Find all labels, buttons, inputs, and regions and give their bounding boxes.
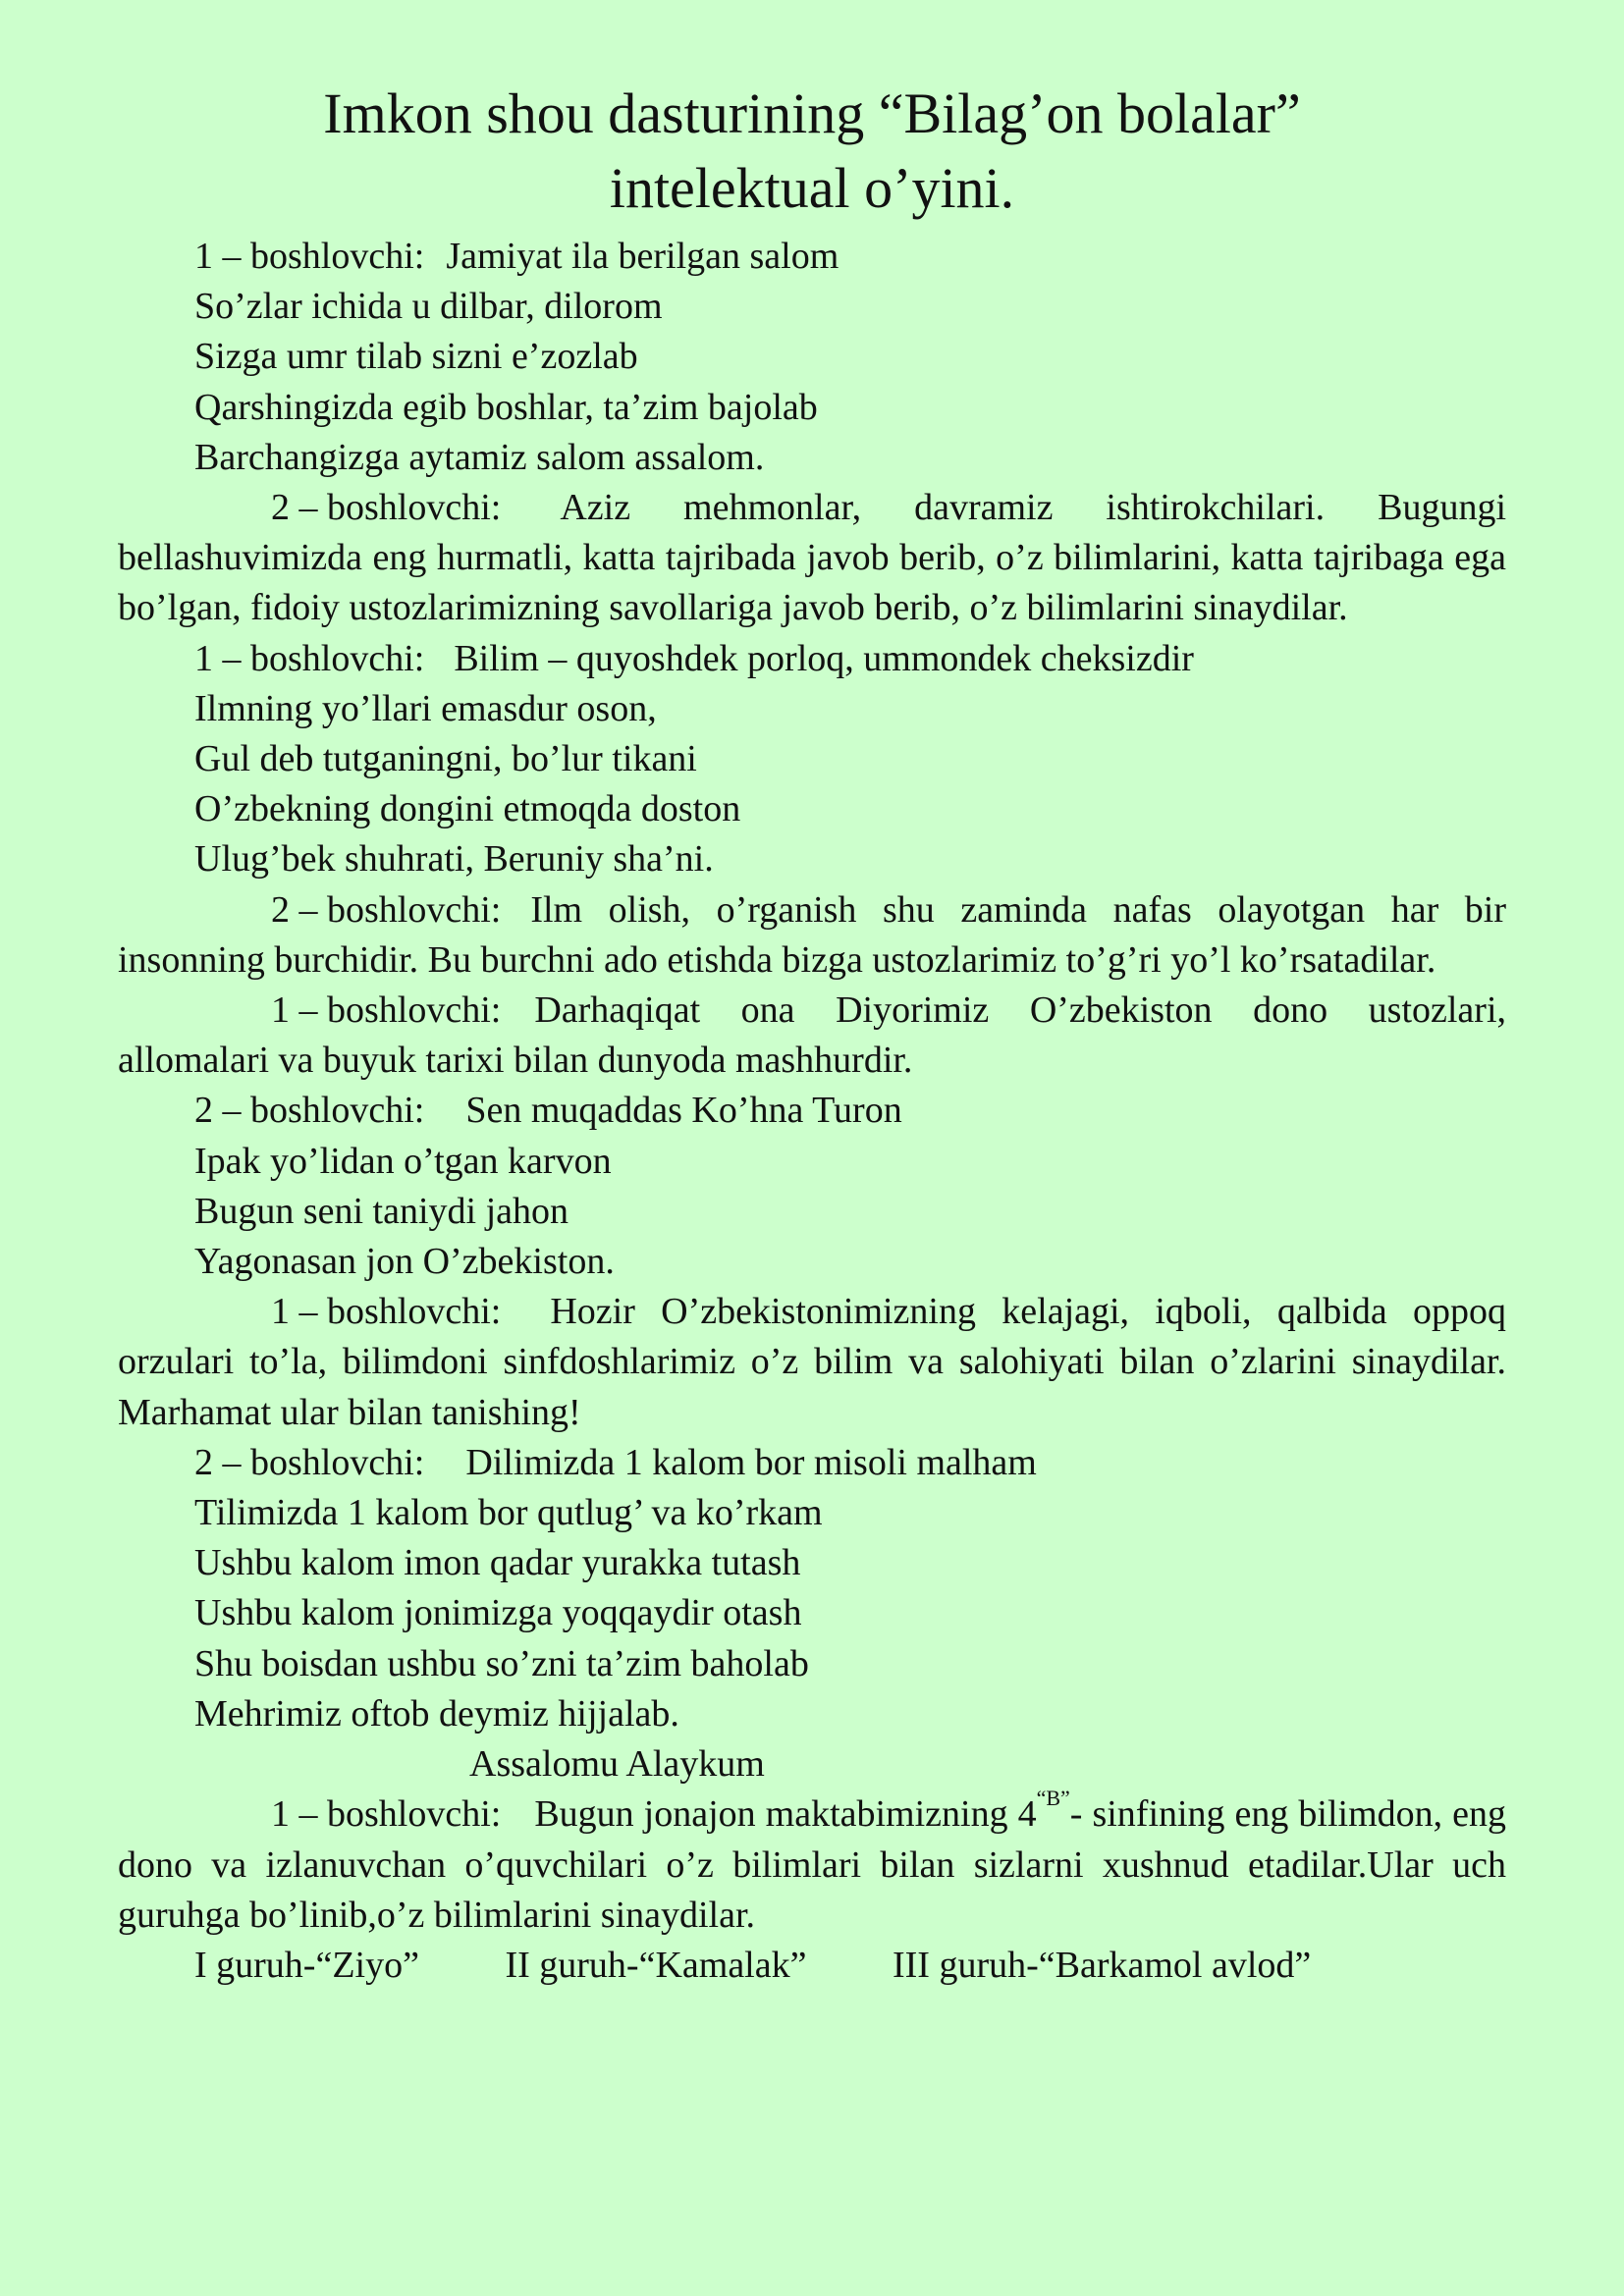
verse-line: Ipak yo’lidan o’tgan karvon bbox=[194, 1140, 612, 1182]
speaker-label: 2 – boshlovchi: bbox=[271, 487, 502, 529]
verse-line: Tilimizda 1 kalom bor qutlug’ va ko’rkam bbox=[194, 1492, 823, 1534]
verse-line: Qarshingizda egib boshlar, ta’zim bajolab bbox=[194, 386, 818, 428]
verse-line bbox=[118, 1438, 1506, 1488]
paragraph-text: Aziz mehmonlar, davramiz ishtirokchilari. Bugungi bellashuvimizda eng hurmatli, katta tajribada javob berib, o’z bilimlarini, katta tajribaga ega bo’lgan, fidoiy ustozlarimizning savollariga javob berib, o’z bilimlarini sinaydilar. bbox=[118, 487, 1506, 629]
verse-line: Mehrimiz oftob deymiz hijjalab. bbox=[194, 1692, 679, 1735]
script-body bbox=[118, 232, 1506, 1991]
group-item: III guruh-“Barkamol avlod” bbox=[892, 1944, 1312, 1986]
title-line-1: Imkon shou dasturining “Bilag’on bolalar” bbox=[323, 81, 1301, 145]
verse-line: Ulug’bek shuhrati, Beruniy sha’ni. bbox=[194, 838, 714, 881]
verse-line: Shu boisdan ushbu so’zni ta’zim baholab bbox=[194, 1642, 809, 1684]
verse-line: Yagonasan jon O’zbekiston. bbox=[194, 1241, 615, 1283]
verse-line: Sizga umr tilab sizni e’zozlab bbox=[194, 336, 638, 378]
verse-line: Ilmning yo’llari emasdur oson, bbox=[194, 687, 657, 729]
verse-text: Jamiyat ila berilgan salom bbox=[446, 236, 839, 277]
greeting-line: Assalomu Alaykum bbox=[469, 1743, 765, 1786]
verse-line: Barchangizga aytamiz salom assalom. bbox=[194, 436, 765, 478]
group-list bbox=[118, 1941, 1506, 1991]
speaker-label: 1 – boshlovchi: bbox=[194, 637, 425, 679]
verse-line bbox=[118, 1086, 1506, 1136]
speaker-label: 1 – boshlovchi: bbox=[271, 1793, 502, 1836]
speaker-label: 1 – boshlovchi: bbox=[194, 236, 425, 277]
group-item: II guruh-“Kamalak” bbox=[505, 1944, 807, 1986]
paragraph-text: Darhaqiqat ona Diyorimiz O’zbekiston dono ustozlari, allomalari va buyuk tarixi bilan dunyoda mashhurdir. bbox=[118, 989, 1506, 1082]
group-item: I guruh-“Ziyo” bbox=[194, 1944, 419, 1986]
verse-line bbox=[118, 232, 1506, 282]
verse-line: So’zlar ichida u dilbar, dilorom bbox=[194, 286, 663, 328]
title-line-2: intelektual o’yini. bbox=[609, 156, 1015, 220]
verse-line bbox=[118, 634, 1506, 684]
verse-text: Dilimizda 1 kalom bor misoli malham bbox=[465, 1441, 1037, 1483]
paragraph bbox=[118, 1785, 1507, 1941]
paragraph bbox=[118, 483, 1506, 634]
paragraph bbox=[118, 885, 1506, 986]
speaker-label: 1 – boshlovchi: bbox=[271, 989, 502, 1032]
speaker-label: 1 – boshlovchi: bbox=[271, 1291, 502, 1333]
class-grade-letter: “B” bbox=[1036, 1785, 1070, 1810]
verse-text: Bilim – quyoshdek porloq, ummondek cheksizdir bbox=[454, 637, 1194, 679]
speaker-label: 2 – boshlovchi: bbox=[194, 1441, 425, 1483]
speaker-label: 2 – boshlovchi: bbox=[271, 888, 502, 931]
verse-line: Bugun seni taniydi jahon bbox=[194, 1190, 569, 1232]
verse-line: Ushbu kalom jonimizga yoqqaydir otash bbox=[194, 1592, 802, 1634]
paragraph bbox=[118, 986, 1506, 1086]
paragraph-text-start: Bugun jonajon maktabimizning 4 bbox=[534, 1793, 1037, 1836]
paragraph-text-end: - sinfining eng bilimdon, eng dono va izlanuvchan o’quvchilari o’z bilimlari bilan sizlarni xushnud etadilar.Ular uch guruhga bo’linib,o’z bilimlarini sinaydilar. bbox=[118, 1793, 1507, 1936]
verse-line: Ushbu kalom imon qadar yurakka tutash bbox=[194, 1542, 801, 1584]
verse-line: Gul deb tutganingni, bo’lur tikani bbox=[194, 738, 697, 780]
paragraph-text: Hozir O’zbekistonimizning kelajagi, iqboli, qalbida oppoq orzulari to’la, bilimdoni sinfdoshlarimiz o’z bilim va salohiyati bilan o’zlarini sinaydilar. Marhamat ular bilan tanishing! bbox=[118, 1291, 1506, 1433]
paragraph-text: Ilm olish, o’rganish shu zaminda nafas olayotgan har bir insonning burchidir. Bu burchni ado etishda bizga ustozlarimiz to’g’ri yo’l ko’rsatadilar. bbox=[118, 888, 1506, 981]
verse-text: Sen muqaddas Ko’hna Turon bbox=[465, 1090, 902, 1132]
document-title bbox=[118, 77, 1506, 226]
verse-line: O’zbekning dongini etmoqda doston bbox=[194, 788, 741, 830]
speaker-label: 2 – boshlovchi: bbox=[194, 1090, 425, 1132]
paragraph bbox=[118, 1287, 1506, 1438]
